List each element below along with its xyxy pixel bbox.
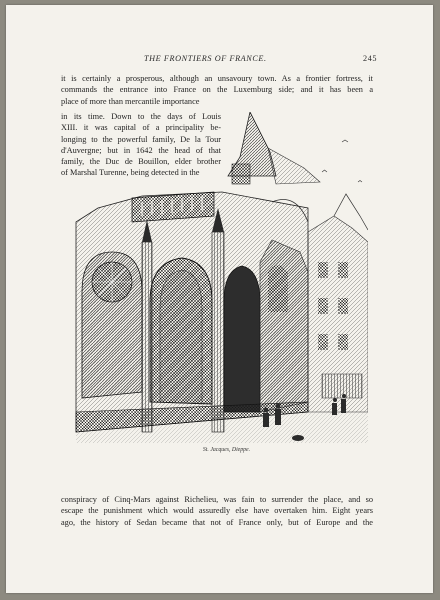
text-line: in its time. Down to the days of Louis <box>61 112 221 121</box>
text-line: place of more than mercantile importance <box>61 96 200 106</box>
figure-caption: St. Jacques, Dieppe. <box>202 447 251 453</box>
text-line: commands the entrance into France on the Luxemburg side; and it has been a <box>61 85 373 95</box>
page-number: 245 <box>363 54 378 63</box>
background-houses <box>308 194 368 412</box>
opening-paragraph <box>61 73 373 107</box>
closing-paragraph <box>61 494 373 528</box>
birds <box>322 140 362 182</box>
text-line: escape the punishment which would assuredly else have overtaken him. Eight years <box>61 506 373 516</box>
text-line: d'Auvergne; but in 1642 the head of that <box>61 145 221 155</box>
text-line: of Marshal Turenne, being detected in the <box>61 168 200 178</box>
text-line: family, the Duc de Bouillon, elder brother <box>61 157 221 167</box>
gothic-porch <box>76 192 308 432</box>
text-line: XIII. it was capital of a principality be- <box>61 123 221 133</box>
text-line: it is certainly a prosperous, although an unsavoury town. As a frontier fortress, it <box>61 74 373 83</box>
running-title: THE FRONTIERS OF FRANCE. <box>144 54 267 63</box>
text-line: longing to the powerful family, De la Tour <box>61 134 221 144</box>
text-line: conspiracy of Cinq-Mars against Richelieu, was fain to surrender the place, and so <box>61 495 373 504</box>
book-page <box>6 5 433 593</box>
text-line: ago, the history of Sedan became that not of France only, but of Europe and the <box>61 517 373 527</box>
engraving-st-jacques-dieppe <box>72 112 368 443</box>
tower-roof <box>228 112 320 184</box>
